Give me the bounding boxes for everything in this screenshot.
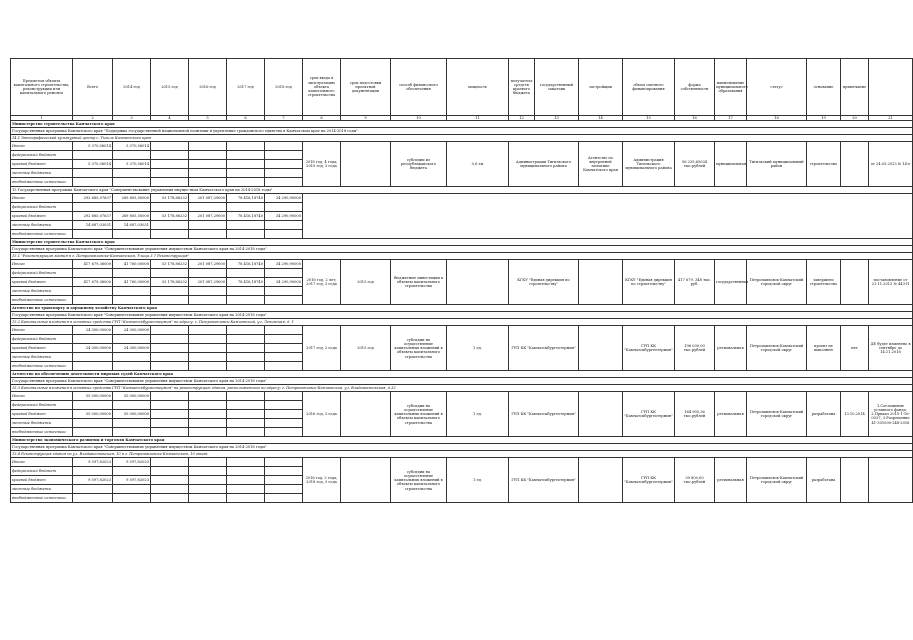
capacity: 1 ед. <box>447 392 509 437</box>
design-term: 2015 год <box>341 326 391 371</box>
value-cell: 9 597,82023 <box>73 458 113 467</box>
row-label: краевой бюджет <box>11 160 73 169</box>
row-label: Итого <box>11 260 73 269</box>
status: строительство <box>807 142 841 187</box>
value-cell: 55 000,00000 <box>73 410 113 419</box>
header-cell: статус <box>747 59 807 116</box>
header-cell: мощность <box>447 59 509 116</box>
object-row <box>11 319 913 326</box>
column-number: 4 <box>151 116 189 121</box>
value-cell: 14 687,03031 <box>73 221 113 230</box>
value-cell: 417 679,36000 <box>73 260 113 269</box>
investment-table <box>10 58 913 503</box>
section-row <box>11 305 913 312</box>
row-label: внебюджетные источники <box>11 296 73 305</box>
object-title: 15.3 Капитальные вложения в основные средства ГУП "Камчатскбургеотермия" на реконструкцию здания, расположенного по адресу: г. Петропавловск-Камчатский, ул. Владивостокская, д.32 <box>11 385 913 392</box>
object-row <box>11 385 913 392</box>
ownership: региональная <box>715 392 747 437</box>
estimate-cost: 56 235,65034 тыс.рублей <box>675 142 715 187</box>
ownership: государственная <box>715 260 747 305</box>
header-cell: объем сметного финансирования <box>623 59 675 116</box>
row-label: федеральный бюджет <box>11 151 73 160</box>
header-cell: Предметом объекта капитального строительства, реконструкции или капитального ремонта <box>11 59 73 116</box>
row-label: внебюджетные источники <box>11 494 73 503</box>
commissioning-term: 2018 год, 4 года; 2015 год, 3 года <box>303 142 341 187</box>
program-row <box>11 444 913 451</box>
municipality: Петропавловск-Камчатский городской округ <box>747 260 807 305</box>
value-cell: 34 290,90000 <box>265 278 303 287</box>
value-cell: 201 087,29000 <box>189 278 227 287</box>
note: ДЕ будет изменено в сентябре до 14.11.2016 <box>869 326 913 371</box>
estimate-cost: 417 679, 348 тыс. руб. <box>675 260 715 305</box>
object-row <box>11 135 913 142</box>
section-row <box>11 437 913 444</box>
section-row <box>11 121 913 128</box>
object-title: 15.2 Капитальные вложения в основные средства ГУП "Камчатскбургеотермия" по адресу: г. Петропавловск-Камчатский, ул. Ленинская, д. 1 <box>11 319 913 326</box>
value-cell: 292 685,07637 <box>73 212 113 221</box>
row-label: местные бюджеты <box>11 485 73 494</box>
value-cell: 5 370,56014 <box>113 160 151 169</box>
value-cell: 34 290,90000 <box>265 212 303 221</box>
builder: Администрация Тигильского муниципального района <box>623 142 675 187</box>
value-cell: 55 000,00000 <box>113 392 151 401</box>
column-number: 16 <box>675 116 715 121</box>
program-title: Государственная программа Камчатского края "Совершенствование управления имуществом Камчатского края на 2014-2018 годы" <box>11 246 913 253</box>
status: завершено строительство <box>807 260 841 305</box>
table-row <box>11 194 913 203</box>
header-cell: 2018 год <box>265 59 303 116</box>
column-number: 19 <box>807 116 841 121</box>
program-title: Государственная программа Камчатского края "Совершенствование управления имуществом Камчатского края на 2014-2018 годы" <box>11 444 913 451</box>
program-title: Государственная программа Камчатского края "Совершенствование управления имуществом Камчатского края на 2014-2018 годы" <box>11 312 913 319</box>
approval-date: 13.10.2014 <box>841 392 869 437</box>
value-cell: 53 178,86232 <box>151 194 189 203</box>
table-row <box>11 326 913 335</box>
commissioning-term: 2017 год, 2 года <box>303 326 341 371</box>
value-cell: 24 300,00000 <box>113 344 151 353</box>
object-title: 15.1 "Реконструкция здания в г. Петропавловске-Камчатском, Улица 3.7 Реконструкция" <box>11 253 913 260</box>
value-cell: 53 178,86232 <box>151 260 189 269</box>
builder: ГУП КК "Камчатскбургеотермия" <box>623 326 675 371</box>
program-title: Государственная программа Камчатского края "Совершенствование управления имуществом Камчатского края на 2014-2018 годы" <box>11 378 913 385</box>
row-label: федеральный бюджет <box>11 335 73 344</box>
row-label: местные бюджеты <box>11 287 73 296</box>
program-row <box>11 187 913 194</box>
column-number: 18 <box>747 116 807 121</box>
column-number: 17 <box>715 116 747 121</box>
basis: постановление от 21.11.2013 № 443-П <box>869 260 913 305</box>
capacity: 1 ед. <box>447 326 509 371</box>
row-label: федеральный бюджет <box>11 269 73 278</box>
column-number: 13 <box>535 116 579 121</box>
section-row <box>11 371 913 378</box>
recipient: ГУП КК "Камчатскбургеотермия" <box>509 392 579 437</box>
value-cell: 24 300,00000 <box>113 326 151 335</box>
header-cell: 2014 год <box>113 59 151 116</box>
section-row <box>11 239 913 246</box>
value-cell: 201 087,29000 <box>189 260 227 269</box>
row-label: внебюджетные источники <box>11 362 73 371</box>
row-label: краевой бюджет <box>11 212 73 221</box>
section-title: Агентство по обеспечению деятельности мировых судей Камчатского края <box>11 371 913 378</box>
value-cell: 9 597,82023 <box>113 476 151 485</box>
row-label: Итого <box>11 142 73 151</box>
column-number: 12 <box>509 116 535 121</box>
note: 1.Соглашение уставного фонда; 2.Приказ 2015-1-16-0037; 3.Разрешение 41-301000-248-2016 <box>869 392 913 437</box>
row-label: местные бюджеты <box>11 169 73 178</box>
header-cell: государственный заказчик <box>535 59 579 116</box>
value-cell: 78 416,18740 <box>227 194 265 203</box>
column-number: 20 <box>841 116 869 121</box>
value-cell: 41 760,00000 <box>113 278 151 287</box>
row-label: краевой бюджет <box>11 410 73 419</box>
header-cell: основание <box>807 59 841 116</box>
recipient: КГКУ "Единая дирекция по строительству" <box>509 260 579 305</box>
recipient: ГУП КК "Камчатскбургеотермия" <box>509 326 579 371</box>
capacity: 1 ед. <box>447 458 509 503</box>
column-number: 2 <box>73 116 113 121</box>
value-cell: 201 087,29000 <box>189 194 227 203</box>
row-label: местные бюджеты <box>11 353 73 362</box>
column-number: 21 <box>869 116 913 121</box>
header-cell: 2017 год <box>227 59 265 116</box>
estimate-cost: 39 800,00 тыс.рублей <box>675 458 715 503</box>
commissioning-term: 2016 год, 2 года; 2018 год, 3 года <box>303 458 341 503</box>
value-cell: 55 000,00000 <box>113 410 151 419</box>
header-cell: получатель средств краевого бюджета <box>509 59 535 116</box>
header-cell: наименование муниципального образования <box>715 59 747 116</box>
row-label: федеральный бюджет <box>11 203 73 212</box>
value-cell: 9 597,82023 <box>73 476 113 485</box>
header-cell: застройщик <box>579 59 623 116</box>
commissioning-term: 2016 год, 2 лет; 2017 год, 3 года <box>303 260 341 305</box>
row-label: федеральный бюджет <box>11 467 73 476</box>
financing-type: субсидии на осуществление капитальных вложений в объекты капитального строительства <box>391 326 447 371</box>
value-cell: 78 416,18740 <box>227 278 265 287</box>
table-row <box>11 458 913 467</box>
recipient: ГУП КК "Камчатскбургеотермия" <box>509 458 579 503</box>
row-label: краевой бюджет <box>11 344 73 353</box>
ownership: муниципальная <box>715 142 747 187</box>
header-cell: форма собственности <box>675 59 715 116</box>
value-cell: 24 300,00000 <box>73 326 113 335</box>
column-number: 15 <box>623 116 675 121</box>
value-cell: 41 760,00000 <box>113 260 151 269</box>
program-row <box>11 128 913 135</box>
section-title: Министерство строительства Камчатского края <box>11 239 913 246</box>
estimate-cost: 164 905,36 тыс.рублей <box>675 392 715 437</box>
builder: ГУП КК "Камчатскбургеотермия" <box>623 458 675 503</box>
financing-type: субсидии из республиканского бюджета <box>391 142 447 187</box>
financing-type: субсидии на осуществление капитальных вложений в объекты капитального строительства <box>391 392 447 437</box>
header-cell: 2015 год <box>151 59 189 116</box>
table-row <box>11 260 913 269</box>
object-row <box>11 253 913 260</box>
status: разработана <box>807 392 841 437</box>
estimate-cost: 196 030,00 тыс.рублей <box>675 326 715 371</box>
object-row <box>11 451 913 458</box>
value-cell: 269 805,50000 <box>113 212 151 221</box>
row-label: Итого <box>11 326 73 335</box>
table-row <box>11 392 913 401</box>
row-label: внебюджетные источники <box>11 428 73 437</box>
basis: от 24.03.2013 № 14-е <box>869 142 913 187</box>
value-cell: 5 370,56014 <box>113 142 151 151</box>
header-cell: примечание <box>841 59 869 116</box>
column-number: 10 <box>391 116 447 121</box>
section-title: Агентство по транспорту и дорожному хозяйству Камчатского края <box>11 305 913 312</box>
column-number: 8 <box>303 116 341 121</box>
row-label: краевой бюджет <box>11 476 73 485</box>
value-cell: 55 000,00000 <box>73 392 113 401</box>
column-number: 9 <box>341 116 391 121</box>
value-cell: 34 290,90000 <box>265 260 303 269</box>
basis: нет <box>841 326 869 371</box>
program-title: Государственная программа Камчатского края "Поддержка государственной национальной политики и укрепление гражданского единства в Камчатском крае на 2014-2018 годы" <box>11 128 913 135</box>
municipality: Петропавловск-Камчатский городской округ <box>747 458 807 503</box>
row-label: краевой бюджет <box>11 278 73 287</box>
value-cell: 292 685,07637 <box>73 194 113 203</box>
financing-type: субсидии на осуществление капитальных вложений в объекты капитального строительства <box>391 458 447 503</box>
builder: ГУП КК "Камчатскбургеотермия" <box>623 392 675 437</box>
value-cell: 201 087,29000 <box>189 212 227 221</box>
header-cell <box>869 59 913 116</box>
municipality: Петропавловск-Камчатский городской округ <box>747 326 807 371</box>
value-cell: 78 416,18740 <box>227 212 265 221</box>
section-title: Министерство строительства Камчатского края <box>11 121 913 128</box>
row-label: местные бюджеты <box>11 419 73 428</box>
column-number: 5 <box>189 116 227 121</box>
column-number: 6 <box>227 116 265 121</box>
status: проект не выполнен <box>807 326 841 371</box>
value-cell: 5 370,56014 <box>73 160 113 169</box>
row-label: местные бюджеты <box>11 221 73 230</box>
header-cell: 2016 год <box>189 59 227 116</box>
customer: Агентство по внутренней политике Камчатского края <box>579 142 623 187</box>
column-number: 11 <box>447 116 509 121</box>
recipient: Администрация Тигильского муниципального района <box>509 142 579 187</box>
value-cell: 269 805,50000 <box>113 194 151 203</box>
design-term: 2015 год <box>341 260 391 305</box>
row-label: федеральный бюджет <box>11 401 73 410</box>
municipality: Петропавловск-Камчатский городской округ <box>747 392 807 437</box>
value-cell: 53 178,86232 <box>151 212 189 221</box>
document-sheet <box>10 58 911 630</box>
row-label: Итого <box>11 392 73 401</box>
municipality: Тигильский муниципальный район <box>747 142 807 187</box>
object-title: 15.4 Реконструкция здания по ул. Владивостокская, 10 в г. Петропавловске-Камчатском, 10 этаж <box>11 451 913 458</box>
value-cell: 14 687,03031 <box>113 221 151 230</box>
program-row <box>11 246 913 253</box>
value-cell: 78 416,18740 <box>227 260 265 269</box>
value-cell: 5 370,56014 <box>73 142 113 151</box>
table-row <box>11 142 913 151</box>
value-cell: 417 679,36000 <box>73 278 113 287</box>
column-number: 1 <box>11 116 73 121</box>
section-title: Министерство экономического развития и торговли Камчатского края <box>11 437 913 444</box>
row-label: Итого <box>11 194 73 203</box>
row-label: внебюджетные источники <box>11 178 73 187</box>
header-cell: срок ввода в эксплуатацию объекта капитального строительства <box>303 59 341 116</box>
header-cell: срок подготовки проектной документации <box>341 59 391 116</box>
value-cell: 53 178,86232 <box>151 278 189 287</box>
capacity: 0,6 тм <box>447 142 509 187</box>
ownership: региональная <box>715 326 747 371</box>
ownership: региональная <box>715 458 747 503</box>
financing-type: бюджетные инвестиции в объекты капитального строительства <box>391 260 447 305</box>
value-cell: 9 597,82023 <box>113 458 151 467</box>
row-label: Итого <box>11 458 73 467</box>
object-title: 14.1 Этнографический культурный центр с. Тигиль Камчатского края <box>11 135 913 142</box>
header-row <box>11 59 913 116</box>
builder: КГКУ "Единая дирекция по строительству" <box>623 260 675 305</box>
row-label: внебюджетные источники <box>11 230 73 239</box>
status: разработана <box>807 458 841 503</box>
header-cell: Всего <box>73 59 113 116</box>
commissioning-term: 2016 год, 2 года <box>303 392 341 437</box>
value-cell: 24 300,00000 <box>73 344 113 353</box>
program-row <box>11 312 913 319</box>
program-row <box>11 378 913 385</box>
value-cell: 34 290,90000 <box>265 194 303 203</box>
program-title: 15 Государственная программа Камчатского края "Совершенствование управления имуществом Камчатского края на 2014-2018 годы" <box>11 187 913 194</box>
column-number: 14 <box>579 116 623 121</box>
column-number: 3 <box>113 116 151 121</box>
column-number: 7 <box>265 116 303 121</box>
header-cell: способ финансового обеспечения <box>391 59 447 116</box>
